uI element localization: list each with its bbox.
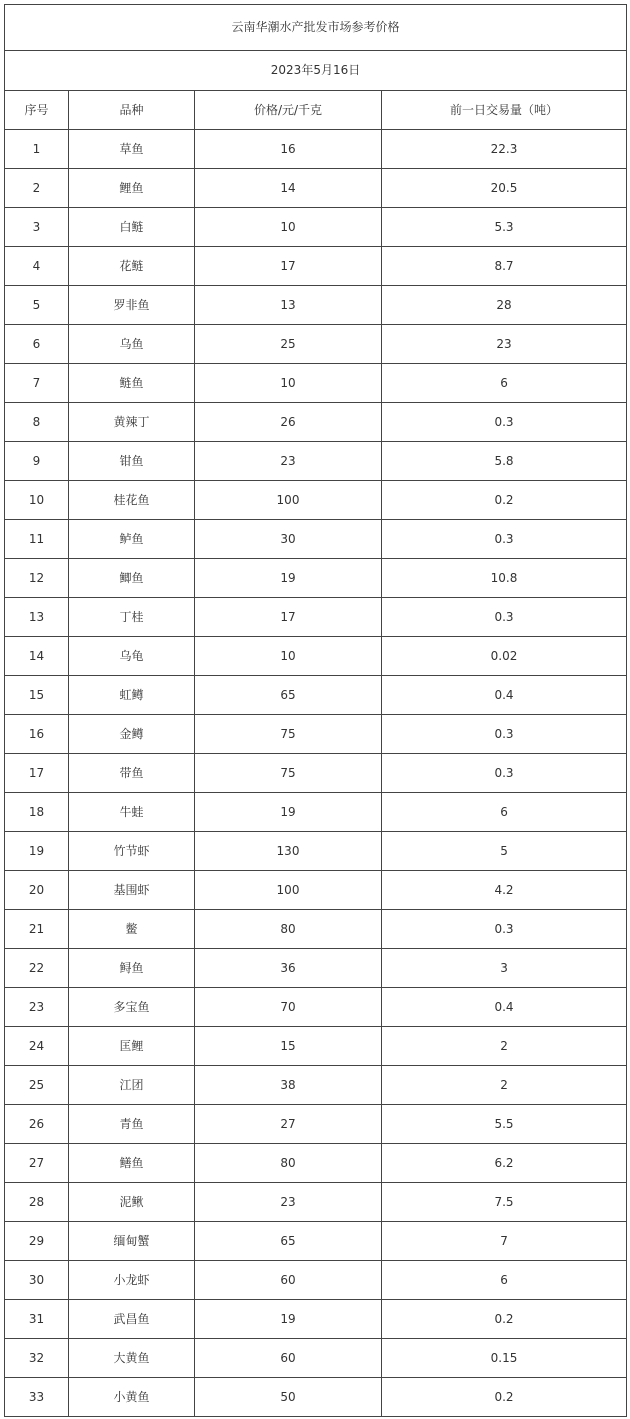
table-row	[5, 754, 627, 793]
cell-index: 3	[5, 208, 69, 247]
cell-volume: 8.7	[382, 247, 627, 286]
cell-volume: 10.8	[382, 559, 627, 598]
cell-volume: 0.3	[382, 403, 627, 442]
cell-index: 2	[5, 169, 69, 208]
cell-volume: 0.3	[382, 598, 627, 637]
cell-index: 4	[5, 247, 69, 286]
cell-price: 16	[195, 130, 382, 169]
cell-volume: 0.15	[382, 1339, 627, 1378]
cell-index: 24	[5, 1027, 69, 1066]
table-row	[5, 1144, 627, 1183]
cell-index: 20	[5, 871, 69, 910]
cell-volume: 2	[382, 1027, 627, 1066]
header-row	[5, 91, 627, 130]
table-date: 2023年5月16日	[5, 51, 627, 91]
cell-price: 13	[195, 286, 382, 325]
table-row	[5, 676, 627, 715]
table-row	[5, 442, 627, 481]
cell-index: 33	[5, 1378, 69, 1417]
cell-price: 10	[195, 364, 382, 403]
cell-price: 65	[195, 676, 382, 715]
cell-index: 31	[5, 1300, 69, 1339]
cell-volume: 5.3	[382, 208, 627, 247]
cell-volume: 0.3	[382, 754, 627, 793]
cell-volume: 0.02	[382, 637, 627, 676]
title-row	[5, 5, 627, 51]
cell-volume: 0.3	[382, 715, 627, 754]
cell-variety: 乌鱼	[69, 325, 195, 364]
cell-index: 26	[5, 1105, 69, 1144]
table-row	[5, 1027, 627, 1066]
cell-variety: 鲈鱼	[69, 520, 195, 559]
table-row	[5, 793, 627, 832]
cell-price: 30	[195, 520, 382, 559]
cell-variety: 青鱼	[69, 1105, 195, 1144]
table-row	[5, 1222, 627, 1261]
table-row	[5, 1066, 627, 1105]
cell-price: 50	[195, 1378, 382, 1417]
cell-index: 11	[5, 520, 69, 559]
cell-price: 38	[195, 1066, 382, 1105]
table-row	[5, 1339, 627, 1378]
cell-variety: 白鲢	[69, 208, 195, 247]
cell-volume: 6	[382, 364, 627, 403]
cell-index: 28	[5, 1183, 69, 1222]
cell-index: 29	[5, 1222, 69, 1261]
cell-price: 19	[195, 559, 382, 598]
cell-index: 10	[5, 481, 69, 520]
column-header-price: 价格/元/千克	[195, 91, 382, 130]
cell-volume: 7.5	[382, 1183, 627, 1222]
cell-index: 19	[5, 832, 69, 871]
cell-index: 18	[5, 793, 69, 832]
cell-variety: 草鱼	[69, 130, 195, 169]
cell-index: 15	[5, 676, 69, 715]
cell-variety: 小龙虾	[69, 1261, 195, 1300]
cell-volume: 6.2	[382, 1144, 627, 1183]
cell-volume: 6	[382, 793, 627, 832]
cell-price: 23	[195, 442, 382, 481]
cell-variety: 大黄鱼	[69, 1339, 195, 1378]
table-row	[5, 871, 627, 910]
cell-volume: 7	[382, 1222, 627, 1261]
table-row	[5, 286, 627, 325]
cell-variety: 鲫鱼	[69, 559, 195, 598]
cell-volume: 0.4	[382, 988, 627, 1027]
cell-variety: 鳖	[69, 910, 195, 949]
cell-volume: 0.3	[382, 520, 627, 559]
cell-variety: 鳝鱼	[69, 1144, 195, 1183]
table-row	[5, 130, 627, 169]
cell-index: 13	[5, 598, 69, 637]
table-row	[5, 1300, 627, 1339]
cell-variety: 鲤鱼	[69, 169, 195, 208]
cell-index: 25	[5, 1066, 69, 1105]
cell-variety: 泥鳅	[69, 1183, 195, 1222]
cell-price: 10	[195, 208, 382, 247]
table-row	[5, 247, 627, 286]
cell-price: 65	[195, 1222, 382, 1261]
cell-index: 16	[5, 715, 69, 754]
cell-variety: 牛蛙	[69, 793, 195, 832]
cell-price: 75	[195, 754, 382, 793]
cell-index: 7	[5, 364, 69, 403]
cell-volume: 6	[382, 1261, 627, 1300]
cell-index: 14	[5, 637, 69, 676]
cell-variety: 缅甸蟹	[69, 1222, 195, 1261]
table-row	[5, 325, 627, 364]
cell-volume: 5	[382, 832, 627, 871]
cell-price: 17	[195, 598, 382, 637]
cell-variety: 武昌鱼	[69, 1300, 195, 1339]
cell-index: 21	[5, 910, 69, 949]
cell-volume: 0.2	[382, 1378, 627, 1417]
cell-variety: 小黄鱼	[69, 1378, 195, 1417]
table-row	[5, 559, 627, 598]
column-header-volume: 前一日交易量（吨）	[382, 91, 627, 130]
table-row	[5, 169, 627, 208]
cell-price: 100	[195, 481, 382, 520]
cell-price: 60	[195, 1261, 382, 1300]
cell-variety: 黄辣丁	[69, 403, 195, 442]
cell-price: 75	[195, 715, 382, 754]
cell-volume: 2	[382, 1066, 627, 1105]
cell-variety: 钳鱼	[69, 442, 195, 481]
cell-volume: 0.3	[382, 910, 627, 949]
cell-volume: 28	[382, 286, 627, 325]
table-row	[5, 1183, 627, 1222]
table-title: 云南华潮水产批发市场参考价格	[5, 5, 627, 51]
cell-price: 25	[195, 325, 382, 364]
cell-price: 130	[195, 832, 382, 871]
cell-price: 15	[195, 1027, 382, 1066]
cell-volume: 3	[382, 949, 627, 988]
cell-variety: 虹鳟	[69, 676, 195, 715]
cell-price: 14	[195, 169, 382, 208]
cell-variety: 基围虾	[69, 871, 195, 910]
table-row	[5, 1378, 627, 1417]
cell-volume: 0.2	[382, 1300, 627, 1339]
cell-variety: 多宝鱼	[69, 988, 195, 1027]
column-header-index: 序号	[5, 91, 69, 130]
table-row	[5, 598, 627, 637]
cell-variety: 丁桂	[69, 598, 195, 637]
cell-price: 80	[195, 910, 382, 949]
table-row	[5, 910, 627, 949]
table-row	[5, 949, 627, 988]
cell-variety: 金鳟	[69, 715, 195, 754]
column-header-variety: 品种	[69, 91, 195, 130]
cell-index: 12	[5, 559, 69, 598]
table-row	[5, 208, 627, 247]
cell-volume: 22.3	[382, 130, 627, 169]
price-table	[4, 4, 627, 1417]
table-row	[5, 364, 627, 403]
cell-variety: 桂花鱼	[69, 481, 195, 520]
cell-volume: 20.5	[382, 169, 627, 208]
cell-price: 36	[195, 949, 382, 988]
cell-price: 27	[195, 1105, 382, 1144]
cell-variety: 乌龟	[69, 637, 195, 676]
cell-variety: 竹节虾	[69, 832, 195, 871]
cell-volume: 23	[382, 325, 627, 364]
table-row	[5, 1105, 627, 1144]
table-row	[5, 715, 627, 754]
table-row	[5, 520, 627, 559]
cell-price: 19	[195, 1300, 382, 1339]
cell-variety: 花鲢	[69, 247, 195, 286]
table-row	[5, 1261, 627, 1300]
cell-index: 32	[5, 1339, 69, 1378]
cell-index: 9	[5, 442, 69, 481]
table-row	[5, 637, 627, 676]
cell-variety: 鲢鱼	[69, 364, 195, 403]
cell-index: 6	[5, 325, 69, 364]
cell-volume: 4.2	[382, 871, 627, 910]
cell-index: 5	[5, 286, 69, 325]
cell-index: 8	[5, 403, 69, 442]
cell-volume: 0.2	[382, 481, 627, 520]
table-row	[5, 481, 627, 520]
cell-price: 10	[195, 637, 382, 676]
cell-index: 27	[5, 1144, 69, 1183]
cell-price: 100	[195, 871, 382, 910]
cell-price: 23	[195, 1183, 382, 1222]
cell-index: 1	[5, 130, 69, 169]
table-row	[5, 988, 627, 1027]
cell-variety: 匡鲤	[69, 1027, 195, 1066]
cell-index: 22	[5, 949, 69, 988]
table-row	[5, 832, 627, 871]
table-row	[5, 403, 627, 442]
cell-price: 80	[195, 1144, 382, 1183]
cell-index: 30	[5, 1261, 69, 1300]
cell-price: 26	[195, 403, 382, 442]
cell-price: 70	[195, 988, 382, 1027]
table-body	[5, 5, 627, 1417]
cell-volume: 5.8	[382, 442, 627, 481]
cell-variety: 鲟鱼	[69, 949, 195, 988]
date-row	[5, 51, 627, 91]
cell-price: 19	[195, 793, 382, 832]
cell-variety: 江团	[69, 1066, 195, 1105]
cell-price: 17	[195, 247, 382, 286]
cell-variety: 罗非鱼	[69, 286, 195, 325]
cell-index: 17	[5, 754, 69, 793]
cell-index: 23	[5, 988, 69, 1027]
cell-variety: 带鱼	[69, 754, 195, 793]
cell-volume: 0.4	[382, 676, 627, 715]
cell-price: 60	[195, 1339, 382, 1378]
cell-volume: 5.5	[382, 1105, 627, 1144]
